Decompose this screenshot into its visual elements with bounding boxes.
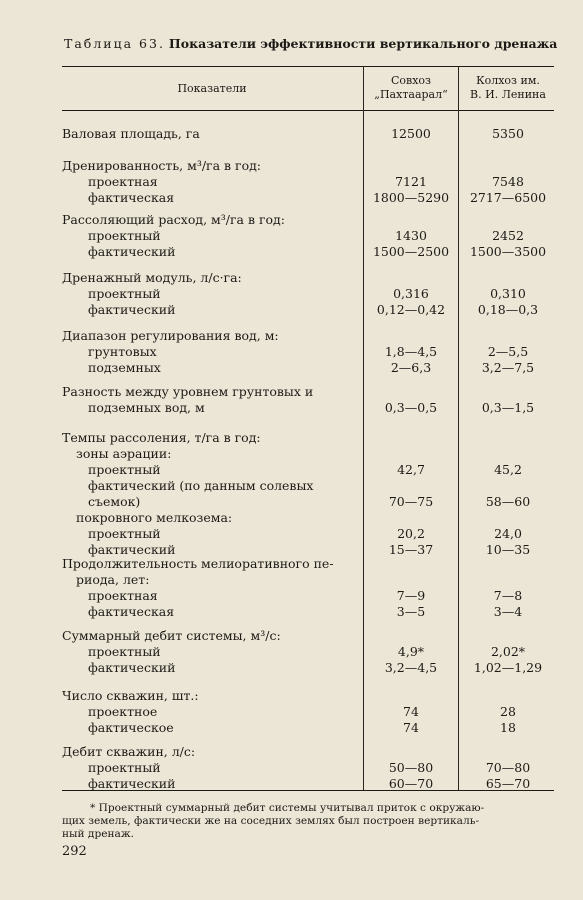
cell-kolkhoz: 1500—3500 [469, 244, 547, 259]
cell-sovkhoz: 60—70 [388, 776, 434, 791]
row-label: покровного мелкозема: [76, 510, 233, 525]
cell-kolkhoz: 7—8 [493, 588, 523, 603]
row-label: проектный [88, 228, 161, 243]
table-title [64, 36, 564, 51]
cell-sovkhoz: 0,316 [393, 286, 429, 301]
row-label: проектный [88, 644, 161, 659]
row-label: Суммарный дебит системы, м³/с: [62, 628, 281, 643]
cell-kolkhoz: 5350 [492, 126, 524, 141]
cell-kolkhoz: 1,02—1,29 [473, 660, 543, 675]
header-col-sovkhoz: Совхоз „Пахтаарал“ [374, 74, 448, 101]
row-label: проектный [88, 526, 161, 541]
cell-kolkhoz: 2,02* [490, 644, 526, 659]
cell-sovkhoz: 20,2 [397, 526, 425, 541]
row-label: фактический [88, 660, 176, 675]
cell-kolkhoz: 7548 [492, 174, 524, 189]
row-label: Валовая площадь, га [62, 126, 200, 141]
row-label: Дренажный модуль, л/с·га: [62, 270, 242, 285]
cell-sovkhoz: 7121 [395, 174, 427, 189]
page-number: 292 [62, 844, 87, 859]
cell-sovkhoz: 1430 [395, 228, 427, 243]
row-label: Дренированность, м³/га в год: [62, 158, 262, 173]
table-label: Таблица 63. [64, 36, 165, 51]
row-label: съемок) [88, 494, 141, 509]
cell-sovkhoz: 12500 [391, 126, 431, 141]
row-label: Диапазон регулирования вод, м: [62, 328, 279, 343]
row-label: Продолжительность мелиоративного пе- [62, 556, 334, 571]
row-label: фактическое [88, 720, 174, 735]
row-label: подземных вод, м [88, 400, 205, 415]
row-label: грунтовых [88, 344, 157, 359]
row-label: проектный [88, 286, 161, 301]
cell-sovkhoz: 70—75 [388, 494, 434, 509]
row-label: фактический [88, 302, 176, 317]
row-label: подземных [88, 360, 161, 375]
cell-kolkhoz: 0,310 [490, 286, 526, 301]
row-label: проектная [88, 174, 158, 189]
row-label: Число скважин, шт.: [62, 688, 199, 703]
cell-sovkhoz: 3—5 [396, 604, 426, 619]
header-bottom-rule [62, 110, 554, 111]
cell-kolkhoz: 18 [500, 720, 516, 735]
row-label: Темпы рассоления, т/га в год: [62, 430, 261, 445]
row-label: проектный [88, 760, 161, 775]
cell-kolkhoz: 10—35 [485, 542, 531, 557]
cell-sovkhoz: 1800—5290 [372, 190, 450, 205]
header-indicator: Показатели [177, 82, 247, 95]
cell-sovkhoz: 4,9* [397, 644, 425, 659]
row-label: фактическая [88, 604, 175, 619]
cell-sovkhoz: 0,12—0,42 [376, 302, 446, 317]
cell-sovkhoz: 3,2—4,5 [384, 660, 438, 675]
table-caption: Показатели эффективности вертикального дренажа [168, 36, 558, 51]
cell-kolkhoz: 0,18—0,3 [477, 302, 539, 317]
footnote: * Проектный суммарный дебит системы учитывал приток с окружаю- щих земель, фактически же на соседних землях был построен вертикаль- ный дренаж. [62, 802, 485, 840]
cell-sovkhoz: 2—6,3 [390, 360, 432, 375]
cell-kolkhoz: 65—70 [485, 776, 531, 791]
cell-kolkhoz: 0,3—1,5 [481, 400, 535, 415]
cell-kolkhoz: 45,2 [494, 462, 522, 477]
row-label: фактический [88, 542, 176, 557]
cell-kolkhoz: 2717—6500 [469, 190, 547, 205]
row-label: проектное [88, 704, 158, 719]
cell-sovkhoz: 7—9 [396, 588, 426, 603]
cell-sovkhoz: 74 [403, 720, 419, 735]
row-label: фактическая [88, 190, 175, 205]
cell-sovkhoz: 50—80 [388, 760, 434, 775]
cell-kolkhoz: 58—60 [485, 494, 531, 509]
cell-sovkhoz: 1500—2500 [372, 244, 450, 259]
row-label: проектный [88, 462, 161, 477]
cell-kolkhoz: 3—4 [493, 604, 523, 619]
cell-kolkhoz: 2—5,5 [487, 344, 529, 359]
cell-kolkhoz: 28 [500, 704, 516, 719]
row-label: фактический (по данным солевых [88, 478, 314, 493]
cell-kolkhoz: 70—80 [485, 760, 531, 775]
table-top-rule [62, 66, 554, 67]
cell-sovkhoz: 42,7 [397, 462, 425, 477]
row-label: фактический [88, 244, 176, 259]
row-label: Дебит скважин, л/с: [62, 744, 196, 759]
cell-sovkhoz: 74 [403, 704, 419, 719]
cell-kolkhoz: 2452 [492, 228, 524, 243]
row-label: Рассоляющий расход, м³/га в год: [62, 212, 285, 227]
row-label: зоны аэрации: [76, 446, 172, 461]
cell-kolkhoz: 24,0 [494, 526, 522, 541]
cell-sovkhoz: 0,3—0,5 [384, 400, 438, 415]
row-label: риода, лет: [76, 572, 150, 587]
cell-sovkhoz: 1,8—4,5 [384, 344, 438, 359]
cell-kolkhoz: 3,2—7,5 [481, 360, 535, 375]
row-label: Разность между уровнем грунтовых и [62, 384, 314, 399]
header-col-kolkhoz: Колхоз им. В. И. Ленина [470, 74, 546, 101]
cell-sovkhoz: 15—37 [388, 542, 434, 557]
row-label: фактический [88, 776, 176, 791]
row-label: проектная [88, 588, 158, 603]
